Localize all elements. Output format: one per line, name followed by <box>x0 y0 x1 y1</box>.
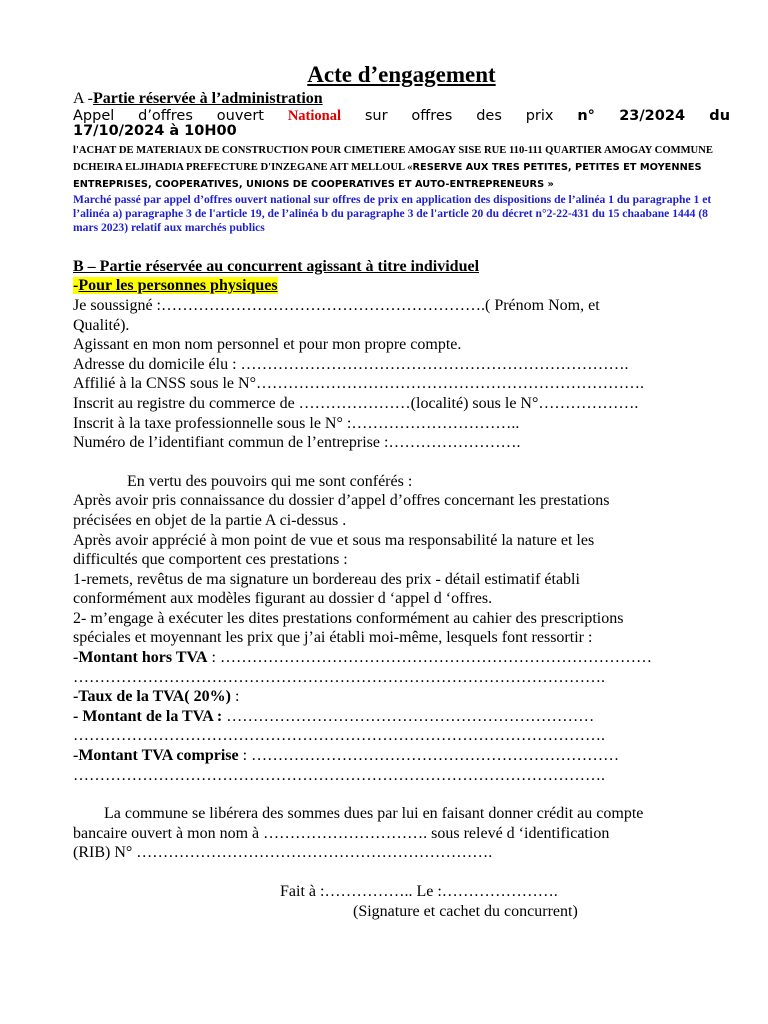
montant-ht-label: -Montant hors TVA <box>73 649 208 667</box>
appel-pre: Appel d’offres ouvert <box>73 107 264 124</box>
field-line: Numéro de l’identifiant commun de l’entreprise :……………………. <box>73 434 521 452</box>
objet-marche <box>73 142 730 193</box>
body-line: conformément aux modèles figurant au dossier d ‘appel d ‘offres. <box>73 590 493 608</box>
body-line: 1-remets, revêtus de ma signature un bordereau des prix - détail estimatif établi <box>73 570 580 588</box>
taux-tva-line <box>73 687 730 707</box>
document-body <box>73 62 730 921</box>
field-line: Agissant en mon nom personnel et pour mon propre compte. <box>73 336 462 354</box>
montant-ttc-label: -Montant TVA comprise <box>73 747 239 765</box>
section-a-heading <box>73 89 730 109</box>
montant-ht-dots: : ……………………………………………………………………… <box>207 649 652 667</box>
field-line: Je soussigné :…………………………………………………….( Prénom Nom, et <box>73 296 600 314</box>
section-a-title: Partie réservée à l’administration <box>93 90 323 107</box>
section-a-prefix: A - <box>73 90 93 107</box>
taux-tva-rest: : <box>230 688 240 706</box>
section-b-heading: B – Partie réservée au concurrent agissant à titre individuel <box>73 257 480 275</box>
body-line: Après avoir apprécié à mon point de vue et sous ma responsabilité la nature et les <box>73 531 595 549</box>
montant-ttc-dots: : …………………………………………………………… <box>238 747 620 765</box>
field-line: Inscrit au registre du commerce de …………………(localité) sous le N°………………. <box>73 394 639 412</box>
commune-line: La commune se libérera des sommes dues par lui en faisant donner crédit au compte <box>104 805 644 823</box>
montant-ttc-line <box>73 746 730 766</box>
field-line: Adresse du domicile élu : ………………………………………………………………. <box>73 355 629 373</box>
appel-offres-line <box>73 109 730 125</box>
taux-tva-label: -Taux de la TVA( 20%) <box>73 688 231 706</box>
montant-tva-label: - Montant de la TVA : <box>73 707 223 725</box>
objet-reserve: RESERVE AUX TRES PETITES, PETITES ET MOYENNES ENTREPRISES, COOPERATIVES, UNIONS DE COOPERATIVES ET AUTO-ENTREPRENEURS » <box>73 161 702 190</box>
sub-prefix: - <box>73 277 79 295</box>
dotted-line: ………………………………………………………………………………………. <box>73 727 605 745</box>
pouvoirs-line: En vertu des pouvoirs qui me sont conférés : <box>127 472 413 490</box>
field-line: Inscrit à la taxe professionnelle sous le N° :………………………….. <box>73 414 520 432</box>
montant-tva-dots: …………………………………………………………… <box>222 707 595 725</box>
field-line: Affilié à la CNSS sous le N°………………………………………………………………. <box>73 375 644 393</box>
body-line: 2- m’engage à exécuter les dites prestations conformément au cahier des prescriptions <box>73 609 624 627</box>
objet-main: l'ACHAT DE MATERIAUX DE CONSTRUCTION POUR CIMETIERE AMOGAY SISE RUE 110-111 QUARTIER AMOGAY COMMUNE DCHEIRA ELJIHADIA PREFECTURE D'INZEGANE AIT MELLOUL « <box>73 144 713 173</box>
dotted-line: ………………………………………………………………………………………. <box>73 668 605 686</box>
personnes-physiques-heading <box>73 276 730 296</box>
appel-number: n° 23/2024 du <box>577 107 731 124</box>
body-line: difficultés que comportent ces prestations : <box>73 551 348 569</box>
body-line: Après avoir pris connaissance du dossier d’appel d’offres concernant les prestations <box>73 492 610 510</box>
appel-mid: sur offres des prix <box>364 107 554 124</box>
montant-ht-line <box>73 648 730 668</box>
fait-a-line: Fait à :…………….. Le :…………………. <box>280 883 558 900</box>
commune-line: bancaire ouvert à mon nom à …………………………. sous relevé d ‘identification <box>73 824 610 842</box>
page-title: Acte d’engagement <box>307 62 496 87</box>
commune-line: (RIB) N° …………………………………………………………. <box>73 844 493 862</box>
montant-tva-line <box>73 707 730 727</box>
marche-reference: Marché passé par appel d’offres ouvert national sur offres de prix en application des dispositions de l’alinéa 1 du paragraphe 1 et l’alinéa a) paragraphe 3 de l'article 19, de l’alinéa b du paragraphe 3 de l'article 20 du décret n°2-22-431 du 15 chaabane 1444 (8 mars 2023) relatif aux marchés publics <box>73 192 712 234</box>
body-line: spéciales et moyennant les prix que j’ai établi moi-même, lesquels font ressortir : <box>73 629 593 647</box>
dotted-line: ………………………………………………………………………………………. <box>73 766 605 784</box>
appel-national: National <box>287 107 341 124</box>
field-line: Qualité). <box>73 316 130 334</box>
appel-date: 17/10/2024 à 10H00 <box>73 123 237 140</box>
body-line: précisées en objet de la partie A ci-dessus . <box>73 511 347 529</box>
sub-heading: Pour les personnes physiques <box>78 277 278 295</box>
signature-line: (Signature et cachet du concurrent) <box>353 902 578 920</box>
